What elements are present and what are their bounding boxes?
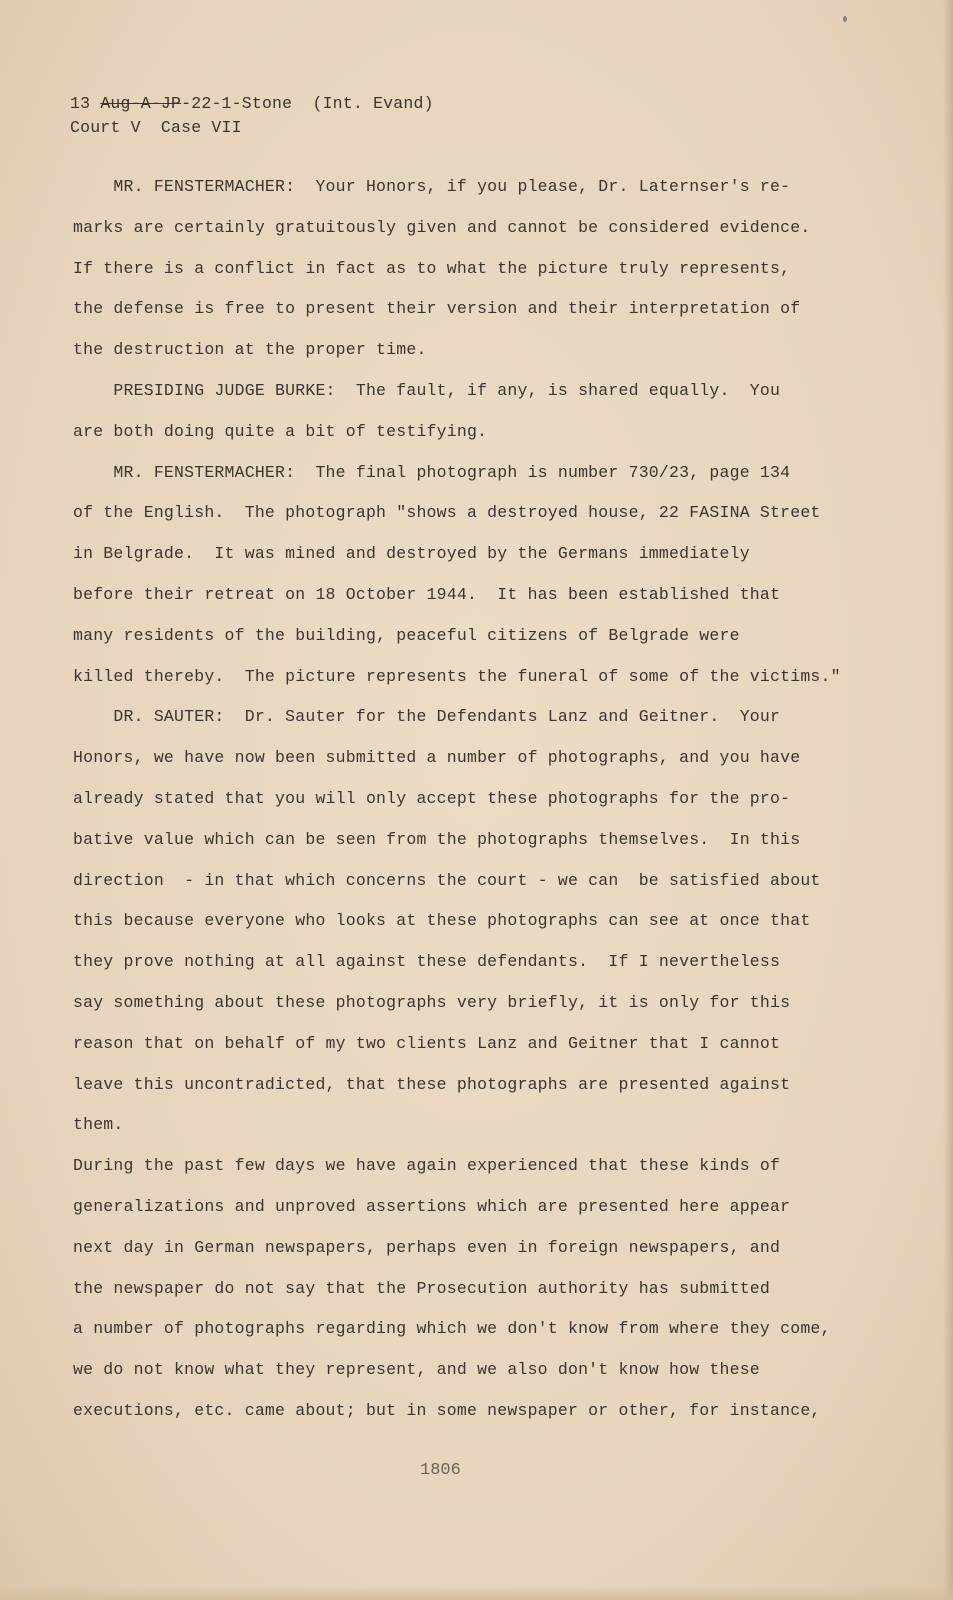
paper-speck [843,16,847,22]
transcript-line: many residents of the building, peaceful citizens of Belgrade were [73,625,740,645]
transcript-line: the destruction at the proper time. [73,340,427,360]
transcript-line: we do not know what they represent, and we also don't know how these [73,1360,760,1380]
transcript-line: the defense is free to present their version and their interpretation of [73,299,801,319]
document-header [70,92,434,140]
transcript-line: DR. SAUTER: Dr. Sauter for the Defendants Lanz and Geitner. Your [73,707,781,727]
transcript-line: PRESIDING JUDGE BURKE: The fault, if any, is shared equally. You [73,381,781,400]
transcript-line: If there is a conflict in fact as to what the picture truly represents, [73,258,791,278]
transcript-line: Honors, we have now been submitted a number of photographs, and you have [73,748,801,768]
header-date: 13 [70,94,101,113]
transcript-line: killed thereby. The picture represents the funeral of some of the victims." [73,666,841,686]
transcript-line: the newspaper do not say that the Prosecution authority has submitted [73,1278,771,1298]
transcript-line: generalizations and unproved assertions which are presented here appear [73,1197,791,1216]
header-reference: -22-1-Stone (Int. Evand) [181,94,434,113]
transcript-line: bative value which can be seen from the photographs themselves. In this [73,829,801,849]
page-number: 1806 [420,1461,461,1480]
transcript-line: next day in German newspapers, perhaps even in foreign newspapers, and [73,1237,781,1257]
transcript-line: of the English. The photograph "shows a destroyed house, 22 FASINA Street [73,503,821,523]
transcript-line: During the past few days we have again experienced that these kinds of [73,1156,781,1176]
transcript-line: in Belgrade. It was mined and destroyed by the Germans immediately [73,544,750,564]
page-bottom-shadow [0,1586,953,1600]
transcript-line: a number of photographs regarding which we don't know from where they come, [73,1319,831,1339]
transcript-line: direction - in that which concerns the court - we can be satisfied about [73,870,821,890]
transcript-line: already stated that you will only accept these photographs for the pro- [73,789,791,808]
transcript-line: reason that on behalf of my two clients Lanz and Geitner that I cannot [73,1033,781,1053]
header-line-1 [70,92,434,116]
transcript-line: leave this uncontradicted, that these photographs are presented against [73,1074,791,1094]
page-edge-shadow [943,0,953,1600]
header-struck-code: Aug-A-JP [100,94,182,113]
header-line-2: Court V Case VII [70,118,242,137]
transcript-line: they prove nothing at all against these defendants. If I nevertheless [73,952,781,972]
transcript-line: marks are certainly gratuitously given and cannot be considered evidence. [73,217,811,237]
transcript-line: MR. FENSTERMACHER: The final photograph is number 730/23, page 134 [73,462,791,482]
transcript-line: MR. FENSTERMACHER: Your Honors, if you please, Dr. Laternser's re- [73,177,791,196]
transcript-line: are both doing quite a bit of testifying. [73,421,488,441]
transcript-line: executions, etc. came about; but in some newspaper or other, for instance, [73,1401,821,1420]
transcript-line: say something about these photographs very briefly, it is only for this [73,993,791,1012]
transcript-line: before their retreat on 18 October 1944. It has been established that [73,585,781,604]
transcript-line: them. [73,1115,124,1135]
transcript-line: this because everyone who looks at these photographs can see at once that [73,911,811,931]
